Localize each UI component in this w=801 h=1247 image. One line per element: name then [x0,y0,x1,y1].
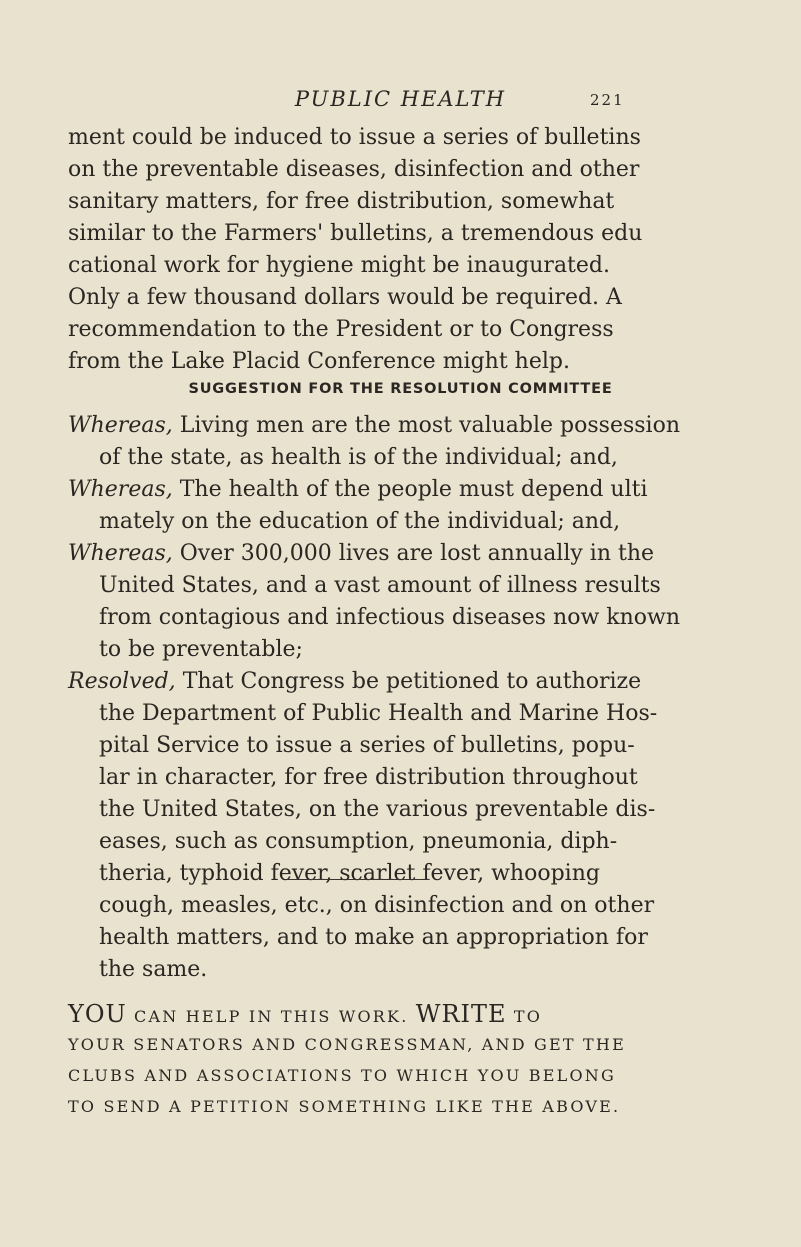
clause-continuation: lar in character, for free distribution throughout [99,765,638,790]
section-divider [287,879,429,880]
appeal-write: WRITE [415,1000,507,1028]
clause-continuation: the same. [99,957,208,982]
whereas-clause-3 [68,541,654,567]
whereas-keyword: Whereas, [68,541,173,566]
intro-line: on the preventable diseases, disinfection and other [68,157,640,182]
section-heading: SUGGESTION FOR THE RESOLUTION COMMITTEE [188,381,613,397]
clause-text: Living men are the most valuable possession [179,413,681,438]
intro-line: recommendation to the President or to Congress [68,317,614,342]
intro-line: from the Lake Placid Conference might help. [68,349,570,374]
intro-line: Only a few thousand dollars would be required. A [68,285,622,310]
appeal-line [68,1000,542,1028]
clause-continuation: theria, typhoid fever, scarlet fever, whooping [99,861,600,886]
appeal-you: YOU [68,1000,127,1028]
clause-continuation: the United States, on the various preventable dis- [99,797,656,822]
clause-continuation: United States, and a vast amount of illness results [99,573,661,598]
clause-continuation: from contagious and infectious diseases now known [99,605,681,630]
clause-continuation: to be preventable; [99,637,303,662]
clause-continuation: the Department of Public Health and Marine Hos- [99,701,658,726]
intro-line: sanitary matters, for free distribution, somewhat [68,189,615,214]
clause-continuation: cough, measles, etc., on disinfection and on other [99,893,655,918]
appeal-line: TO SEND A PETITION SOMETHING LIKE THE ABOVE. [68,1097,621,1116]
page-number: 221 [590,91,625,109]
clause-continuation: pital Service to issue a series of bulletins, popu- [99,733,635,758]
whereas-keyword: Whereas, [68,413,173,438]
appeal-text: CAN HELP IN THIS WORK. [134,1007,409,1026]
intro-line: similar to the Farmers' bulletins, a tremendous edu [68,221,643,246]
clause-continuation: mately on the education of the individual; and, [99,509,621,534]
whereas-clause-1 [68,413,680,439]
clause-continuation: health matters, and to make an appropriation for [99,925,648,950]
clause-continuation: of the state, as health is of the individual; and, [99,445,618,470]
clause-continuation: eases, such as consumption, pneumonia, diph- [99,829,618,854]
appeal-line: CLUBS AND ASSOCIATIONS TO WHICH YOU BELONG [68,1066,616,1085]
resolved-keyword: Resolved, [68,669,176,694]
clause-text: The health of the people must depend ulti [179,477,648,502]
clause-text: That Congress be petitioned to authorize [182,669,642,694]
running-header-title: PUBLIC HEALTH [294,87,507,111]
appeal-text: TO [513,1007,543,1026]
intro-line: cational work for hygiene might be inaugurated. [68,253,610,278]
resolved-clause [68,669,641,695]
whereas-clause-2 [68,477,648,503]
appeal-line: YOUR SENATORS AND CONGRESSMAN, AND GET THE [68,1035,626,1054]
whereas-keyword: Whereas, [68,477,173,502]
intro-line: ment could be induced to issue a series of bulletins [68,125,641,150]
clause-text: Over 300,000 lives are lost annually in the [179,541,655,566]
